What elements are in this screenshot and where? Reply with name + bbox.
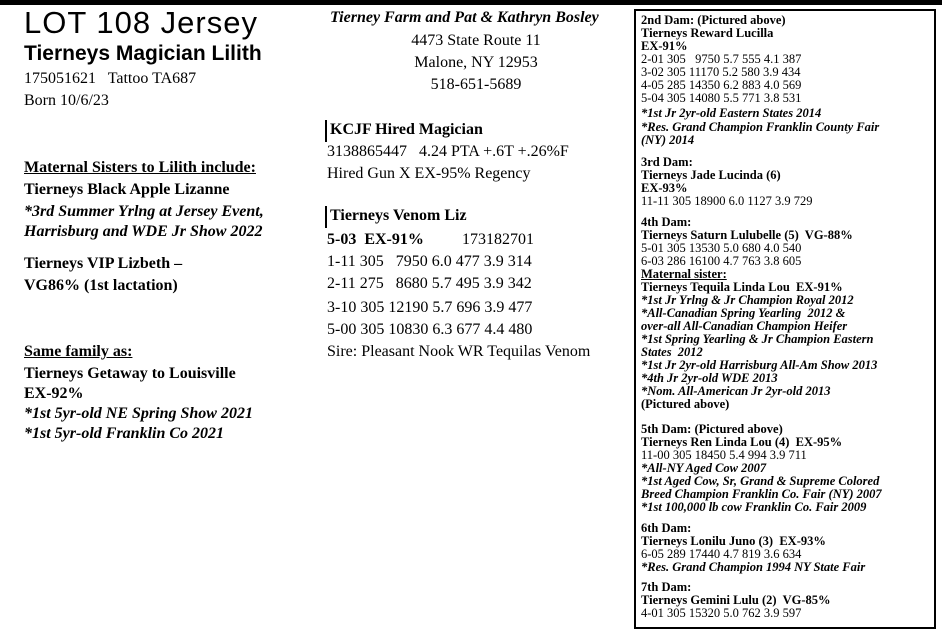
pedigree-line: EX-91% [641,39,688,53]
dam-record: 3-10 305 12190 5.7 696 3.9 477 [327,299,533,316]
dam-registration: 173182701 [462,231,534,248]
consignor-address-2: Malone, NY 12953 [414,54,538,71]
family-note-2: *1st 5yr-old Franklin Co 2021 [24,425,225,442]
registration-number: 175051621 Tattoo TA687 [24,70,197,87]
pedigree-line: Tierneys Lonilu Juno (3) EX-93% [641,534,826,548]
sire-name: KCJF Hired Magician [330,121,483,138]
family-name-2: EX-92% [24,385,84,402]
family-note-1: *1st 5yr-old NE Spring Show 2021 [24,405,253,422]
same-family-heading: Same family as: [24,343,133,360]
dam-score: 5-03 EX-91% [327,231,424,248]
pedigree-line: 4-05 285 14350 6.2 883 4.0 569 [641,78,802,92]
pedigree-line: (Pictured above) [641,397,730,411]
pedigree-line: Maternal sister: [641,267,727,281]
pedigree-line: *1st 100,000 lb cow Franklin Co. Fair 2009 [641,500,867,514]
sister-1-note-2: Harrisburg and WDE Jr Show 2022 [24,223,263,240]
dam-record: 2-11 275 8680 5.7 495 3.9 342 [327,275,532,292]
pedigree-line: Tierneys Tequila Linda Lou EX-91% [641,280,843,294]
animal-name: Tierneys Magician Lilith [24,42,262,65]
lot-title: LOT 108 Jersey [24,5,258,40]
sister-2-name-2: VG86% (1st lactation) [24,277,178,294]
pedigree-line: States 2012 [641,345,703,359]
maternal-sisters-heading: Maternal Sisters to Lilith include: [24,159,256,176]
birth-date: Born 10/6/23 [24,92,109,109]
pedigree-line: *4th Jr 2yr-old WDE 2013 [641,371,778,385]
pedigree-line: *1st Spring Yearling & Jr Champion Eastern [641,332,874,346]
pedigree-line: 4th Dam: [641,215,692,229]
pedigree-line: over-all All-Canadian Champion Heifer [641,319,848,333]
sister-2-name-1: Tierneys VIP Lizbeth – [24,255,183,272]
pedigree-line: *Res. Grand Champion 1994 NY State Fair [641,560,866,574]
sire-pedigree: Hired Gun X EX-95% Regency [327,165,531,182]
pedigree-line: 4-01 305 15320 5.0 762 3.9 597 [641,606,802,620]
pedigree-line: *All-NY Aged Cow 2007 [641,461,767,475]
family-name-1: Tierneys Getaway to Louisville [24,365,236,382]
pedigree-line: *1st Jr Yrlng & Jr Champion Royal 2012 [641,293,854,307]
pedigree-line: 3-02 305 11170 5.2 580 3.9 434 [641,65,801,79]
dam-record: 5-00 305 10830 6.3 677 4.4 480 [327,321,533,338]
dam-sire: Sire: Pleasant Nook WR Tequilas Venom [327,343,591,360]
pedigree-line: 11-11 305 18900 6.0 1127 3.9 729 [641,194,813,208]
pedigree-line: Breed Champion Franklin Co. Fair (NY) 2007 [641,487,882,501]
pedigree-line: 5-04 305 14080 5.5 771 3.8 531 [641,91,802,105]
pedigree-line: (NY) 2014 [641,133,695,147]
dam-divider [325,206,327,228]
pedigree-line: Tierneys Saturn Lulubelle (5) VG-88% [641,228,853,242]
pedigree-line: *1st Jr 2yr-old Harrisburg All-Am Show 2013 [641,358,878,372]
sister-1-note-1: *3rd Summer Yrlng at Jersey Event, [24,203,264,220]
sire-divider [325,120,327,142]
pedigree-box [634,9,936,629]
pedigree-line: *Res. Grand Champion Franklin County Fair [641,120,880,134]
pedigree-line: Tierneys Gemini Lulu (2) VG-85% [641,593,831,607]
pedigree-line: EX-93% [641,181,688,195]
consignor-name: Tierney Farm and Pat & Kathryn Bosley [330,9,599,26]
pedigree-line: 5-01 305 13530 5.0 680 4.0 540 [641,241,802,255]
pedigree-line: *1st Jr 2yr-old Eastern States 2014 [641,106,822,120]
consignor-phone: 518-651-5689 [430,76,522,93]
pedigree-line: 6-05 289 17440 4.7 819 3.6 634 [641,547,802,561]
pedigree-line: 6-03 286 16100 4.7 763 3.8 605 [641,254,802,268]
pedigree-line: 3rd Dam: [641,155,693,169]
pedigree-line: 11-00 305 18450 5.4 994 3.9 711 [641,448,807,462]
pedigree-line: *All-Canadian Spring Yearling 2012 & [641,306,846,320]
pedigree-line: *Nom. All-American Jr 2yr-old 2013 [641,384,831,398]
pedigree-line: 7th Dam: [641,580,692,594]
pedigree-line: 2-01 305 9750 5.7 555 4.1 387 [641,52,802,66]
dam-name: Tierneys Venom Liz [330,207,467,224]
pedigree-line: Tierneys Jade Lucinda (6) [641,168,781,182]
sire-info: 3138865447 4.24 PTA +.6T +.26%F [327,143,569,160]
pedigree-line: 2nd Dam: (Pictured above) [641,13,786,27]
pedigree-line: *1st Aged Cow, Sr, Grand & Supreme Colored [641,474,880,488]
pedigree-line: 5th Dam: (Pictured above) [641,422,783,436]
consignor-address-1: 4473 State Route 11 [411,32,541,49]
pedigree-line: Tierneys Reward Lucilla [641,26,774,40]
sister-1-name: Tierneys Black Apple Lizanne [24,181,230,198]
pedigree-line: 6th Dam: [641,521,692,535]
dam-record: 1-11 305 7950 6.0 477 3.9 314 [327,253,532,270]
pedigree-line: Tierneys Ren Linda Lou (4) EX-95% [641,435,843,449]
